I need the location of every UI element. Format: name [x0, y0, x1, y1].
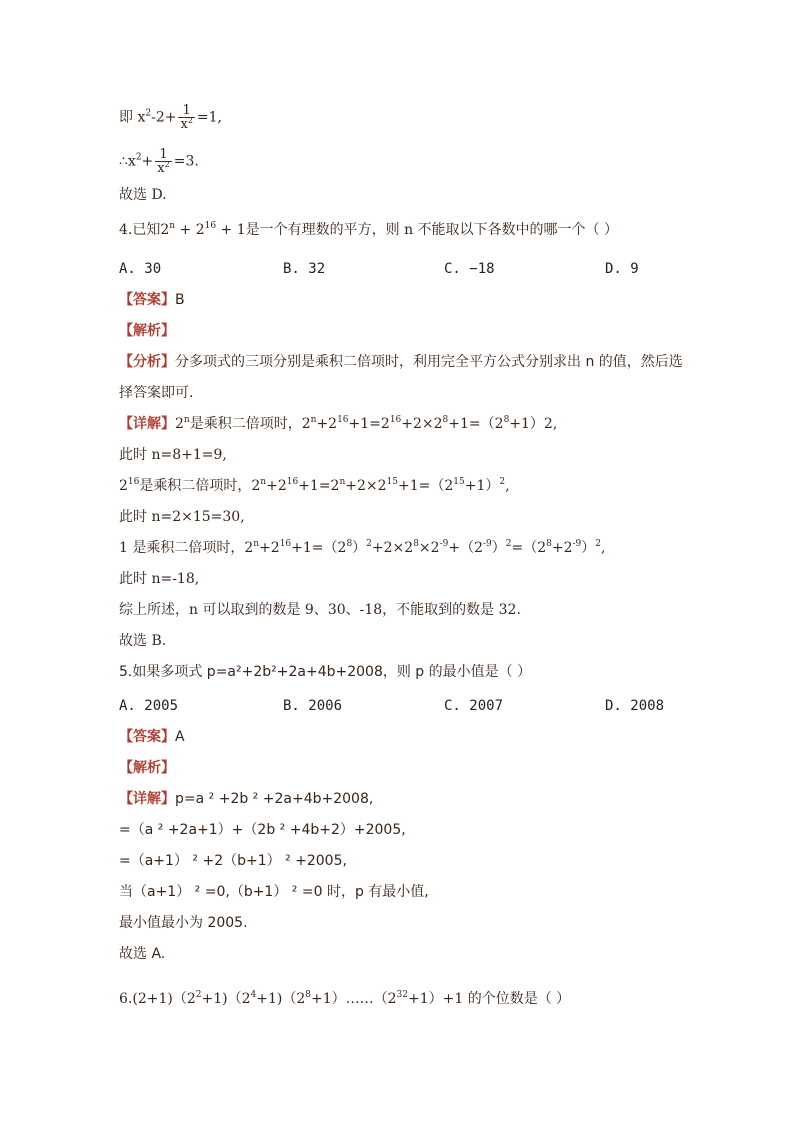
q5-stem: 5.如果多项式 p=a²+2b²+2a+4b+2008，则 p 的最小值是（ ）: [119, 664, 532, 680]
q5-detail-line-5: 最小值最小为 2005.: [119, 915, 248, 931]
q4-detail-line-6: 此时 n=-18,: [119, 571, 200, 587]
q4-option-c: C. −18: [444, 261, 495, 277]
q4-summary: 综上所述，n 可以取到的数是 9、30、-18，不能取到的数是 32.: [119, 602, 521, 618]
q5-detail-line-3: =（a+1） ² +2（b+1） ² +2005,: [119, 853, 347, 869]
q5-choose: 故选 A.: [119, 946, 166, 962]
q5-option-c: C. 2007: [444, 698, 504, 714]
q4-option-d: D. 9: [605, 261, 639, 277]
fraction-1-over-x2: $\frac{1}{x^2}$: [157, 147, 170, 176]
q4-detail-line-5: 1 是乘积二倍项时，$2^n+2^{16}+1=(2^8)^2+2\times 2^8\times 2^{-9}+(2^{-9})^2=(2^8+2^{-9})^2$,: [119, 539, 606, 556]
q4-detail-line-4: 此时 n=2×15=30,: [119, 509, 245, 525]
q4-choose: 故选 B.: [119, 633, 167, 649]
q4-detail-line-1: 【详解】2$^n$是乘积二倍项时，$2^n+2^{16}+1=2^{16}+2\times 2^8+1=(2^8+1)2$,: [119, 415, 558, 432]
fraction-1-over-x2: $\frac{1}{x^2}$: [180, 103, 193, 132]
q4-option-a: A. 30: [119, 261, 162, 277]
q5-detail-line-2: =（a ² +2a+1）+（2b ² +4b+2）+2005,: [119, 822, 406, 838]
q5-option-a: A. 2005: [119, 698, 179, 714]
q5-analysis-tag: 【解析】: [119, 760, 175, 776]
q4-option-b: B. 32: [283, 261, 326, 277]
prev-choose-line: 故选 D.: [119, 187, 167, 203]
q6-stem: $6.(2+1)(2^2+1)(2^4+1)(2^8+1)\dots\dots(2^{32}+1)+1$ 的个位数是（ ）: [119, 990, 571, 1007]
q4-detail-line-3: $2^{16}$是乘积二倍项时，$2^n+2^{16}+1=2^n+2\times 2^{15}+1=(2^{15}+1)^2$,: [119, 477, 510, 494]
q4-detail-line-2: 此时 n=8+1=9,: [119, 447, 227, 463]
prev-solution-line-1: 即 $x^2-2+$ $\frac{1}{x^2}$ =1,: [119, 103, 222, 132]
q4-fenxi-line-1: 【分析】分多项式的三项分别是乘积二倍项时，利用完全平方公式分别求出 n 的值，然后选: [119, 354, 683, 370]
q5-detail-line-4: 当（a+1） ² =0,（b+1） ² =0 时，p 有最小值,: [119, 884, 429, 900]
prev-solution-line-2: $\therefore x^2+$ $\frac{1}{x^2}$ =3.: [119, 147, 199, 176]
q4-stem: 4.已知$2^n + 2^{16} + 1$是一个有理数的平方，则 n 不能取以下各数中的哪一个（ ）: [119, 221, 619, 238]
q5-option-b: B. 2006: [283, 698, 343, 714]
q4-fenxi-line-2: 择答案即可.: [119, 385, 194, 401]
q5-answer: 【答案】A: [119, 729, 185, 745]
q5-option-d: D. 2008: [605, 698, 665, 714]
q5-detail-line-1: 【详解】p=a ² +2b ² +2a+4b+2008,: [119, 791, 374, 807]
q4-analysis-tag: 【解析】: [119, 323, 175, 339]
q4-answer: 【答案】B: [119, 292, 185, 308]
